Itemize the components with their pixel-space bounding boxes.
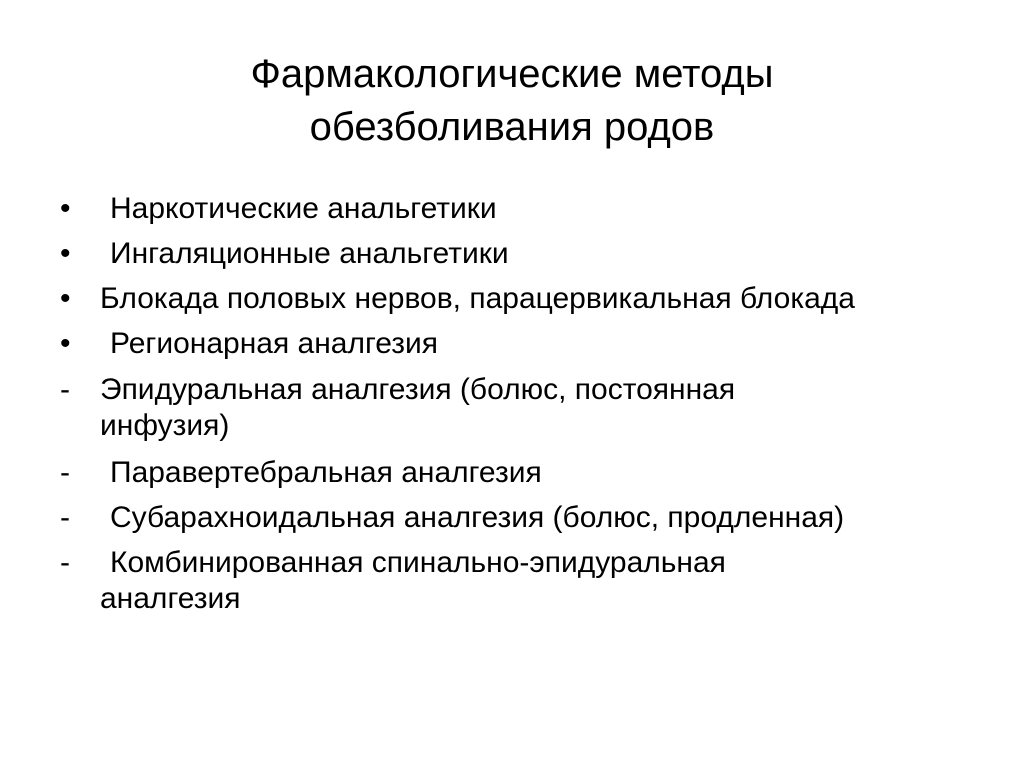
title-line-1: Фармакологические методы (250, 52, 774, 96)
dash-marker: - (60, 456, 70, 489)
bullet-marker: • (60, 327, 71, 360)
bullet-marker: • (60, 282, 71, 315)
list-item (60, 545, 820, 617)
list-item-text: Паравертебральная аналгезия (110, 456, 542, 489)
list-item-text: Ингаляционные анальгетики (110, 237, 509, 270)
list-item (60, 326, 980, 362)
dash-marker: - (60, 501, 70, 534)
list-item (60, 191, 980, 227)
title-line-2: обезболивания родов (309, 105, 715, 149)
list-item-text: Блокада половых нервов, парацервикальная блокада (100, 282, 855, 315)
list-item (60, 281, 980, 317)
dash-marker: - (60, 373, 70, 406)
list-item-text: Регионарная аналгезия (110, 327, 439, 360)
dash-marker: - (60, 546, 70, 579)
list-item-text: Комбинированная спинально-эпидуральная аналгезия (100, 546, 726, 615)
list-item (60, 500, 980, 536)
list-item-text: Наркотические анальгетики (110, 192, 497, 225)
list-item-text: Эпидуральная аналгезия (болюс, постоянная инфузия) (100, 373, 736, 442)
list-item (60, 372, 820, 444)
bullet-marker: • (60, 237, 71, 270)
list-item-text: Субарахноидальная аналгезия (болюс, продленная) (110, 501, 845, 534)
list-item (60, 236, 980, 272)
bullet-marker: • (60, 192, 71, 225)
list-item (60, 455, 980, 491)
